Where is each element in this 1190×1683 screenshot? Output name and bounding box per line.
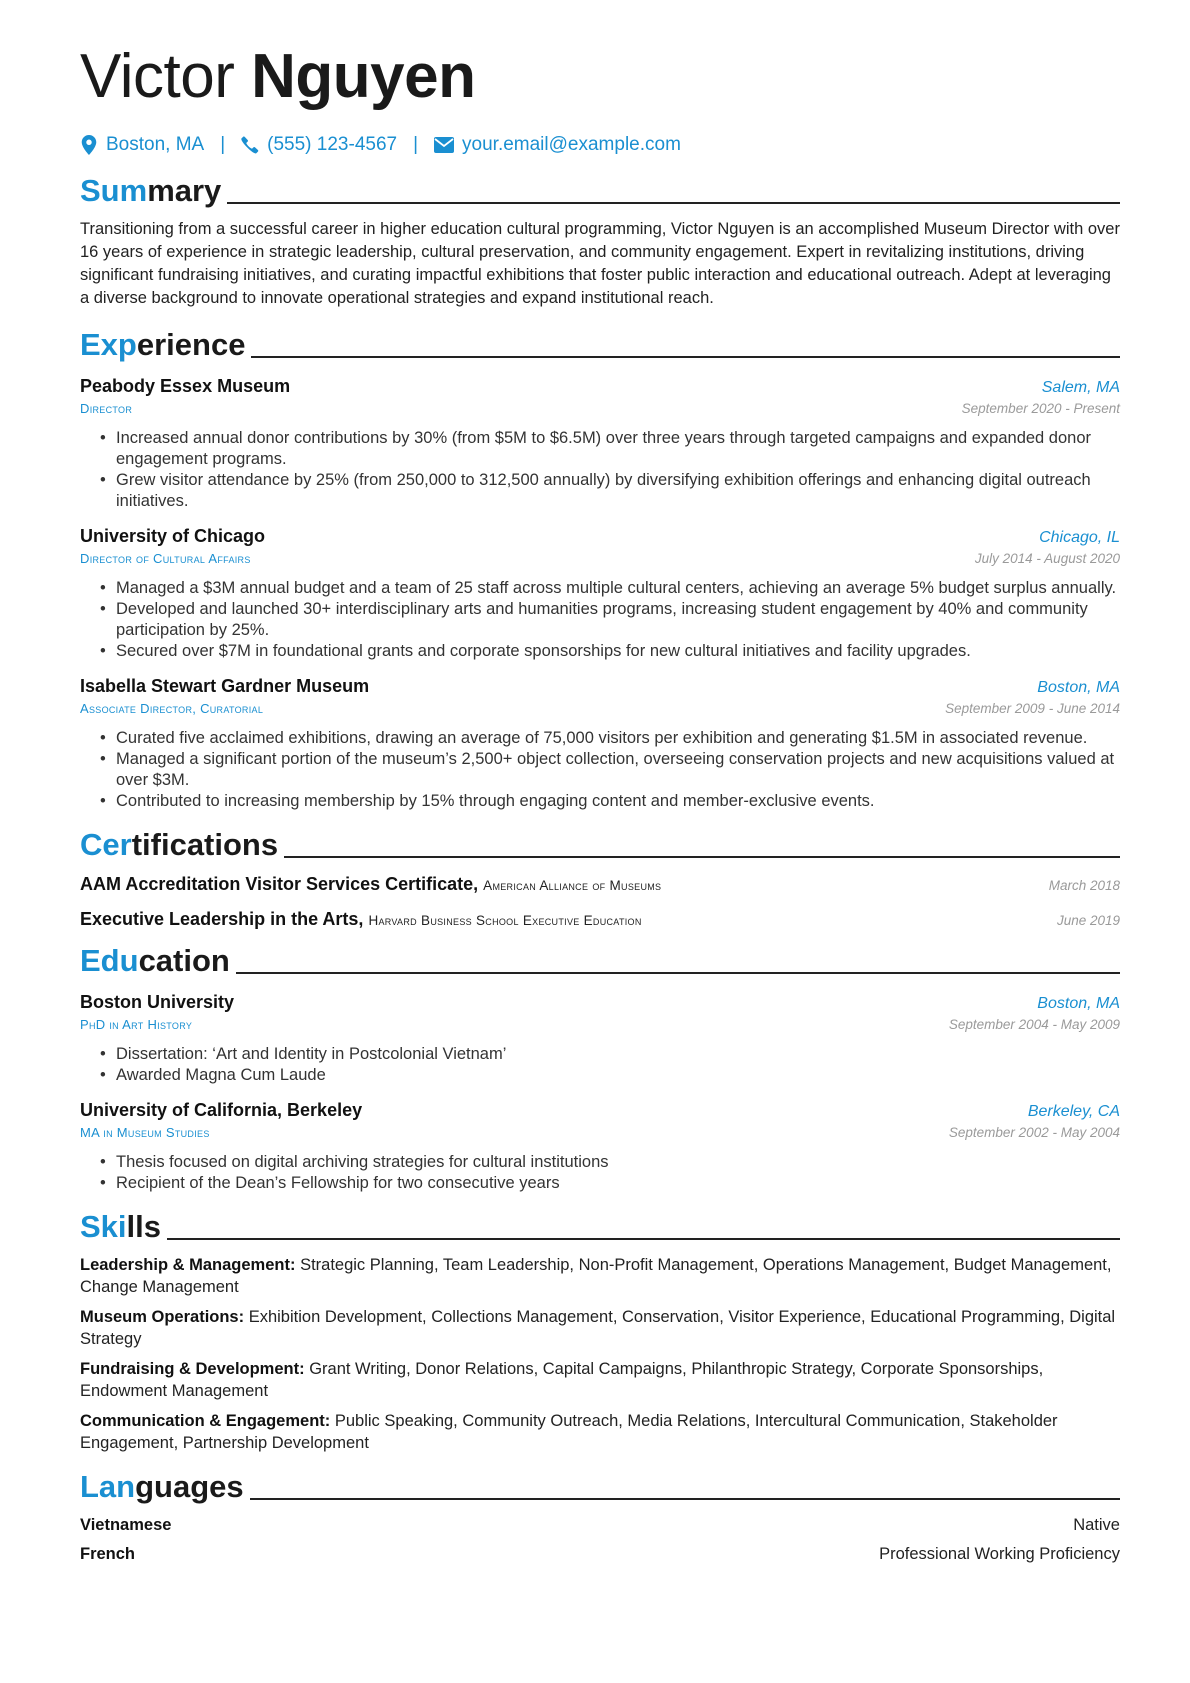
- skill-category: Museum Operations:: [80, 1308, 245, 1326]
- summary-text: Transitioning from a successful career in higher education cultural programming, Victor Nguyen is an accomplished Museum Director with over 16 years of experience in strategic leadership, cultural preservation, and community engagement. Expert in revitalizing institutions, driving significant fundraising initiatives, and curating impactful exhibitions that foster public interaction and educational outreach. Adept at leveraging a diverse background to innovate operational strategies and expand institutional reach.: [80, 220, 1120, 307]
- education-detail-list: [80, 1044, 1120, 1086]
- skill-group: [80, 1410, 1120, 1454]
- job-dates: September 2020 - Present: [961, 401, 1120, 416]
- section-rule: [236, 972, 1120, 974]
- section-rule: [251, 356, 1120, 358]
- contact-separator: |: [220, 134, 226, 155]
- resume-page: [80, 40, 1120, 1564]
- contact-phone: [241, 134, 397, 156]
- experience-heading: [80, 324, 1120, 362]
- education-dates: September 2004 - May 2009: [948, 1017, 1120, 1032]
- candidate-name: [80, 40, 1120, 114]
- map-marker-icon: [80, 135, 98, 155]
- heading-rest: erience: [136, 327, 246, 362]
- language-row: [80, 1545, 1120, 1564]
- skill-items: Strategic Planning, Team Leadership, Non-Profit Management, Operations Management, Budget Management, Change Management: [80, 1256, 1112, 1296]
- education-entry: [80, 992, 1120, 1086]
- certification-issuer: Harvard Business School Executive Education: [368, 913, 642, 928]
- job-title: Director: [80, 401, 133, 416]
- phone-icon: [241, 135, 259, 155]
- skill-items: Exhibition Development, Collections Management, Conservation, Visitor Experience, Educational Programming, Digital Strategy: [80, 1308, 1116, 1348]
- job-location: Salem, MA: [1041, 379, 1120, 396]
- education-dates: September 2002 - May 2004: [948, 1125, 1120, 1140]
- heading-rest: cation: [138, 943, 230, 978]
- skill-category: Communication & Engagement:: [80, 1412, 331, 1430]
- job-dates: July 2014 - August 2020: [974, 551, 1120, 566]
- job-dates: September 2009 - June 2014: [945, 701, 1120, 716]
- last-name: Nguyen: [251, 42, 476, 111]
- job-location: Boston, MA: [1037, 679, 1120, 696]
- achievement-list: [80, 578, 1120, 662]
- skill-group: [80, 1306, 1120, 1350]
- achievement-list: [80, 428, 1120, 512]
- certification-date: March 2018: [1048, 878, 1120, 893]
- degree: PhD in Art History: [80, 1017, 193, 1032]
- heading-rest: guages: [135, 1469, 244, 1504]
- achievement-item: • Developed and launched 30+ interdisciplinary arts and humanities programs, increasing student engagement by 40% and community participation by 25%.: [116, 599, 1120, 641]
- language-name: French: [80, 1545, 136, 1563]
- school-location: Boston, MA: [1037, 995, 1120, 1012]
- skills-heading: [80, 1206, 1120, 1244]
- education-detail: • Thesis focused on digital archiving strategies for cultural institutions: [116, 1152, 1120, 1173]
- achievement-item: • Increased annual donor contributions by 30% (from $5M to $6.5M) over three years through targeted campaigns and expanded donor engagement programs.: [116, 428, 1120, 470]
- skill-category: Fundraising & Development:: [80, 1360, 305, 1378]
- certification-name: AAM Accreditation Visitor Services Certificate: [80, 874, 474, 894]
- language-level: Professional Working Proficiency: [879, 1545, 1120, 1563]
- achievement-item: • Grew visitor attendance by 25% (from 250,000 to 312,500 annually) by diversifying exhibition offerings and enhancing digital outreach initiatives.: [116, 470, 1120, 512]
- location-text: Boston, MA: [106, 134, 205, 155]
- achievement-item: • Managed a $3M annual budget and a team of 25 staff across multiple cultural centers, achieving an average 5% budget surplus annually.: [116, 578, 1120, 599]
- achievement-list: [80, 728, 1120, 812]
- envelope-icon: [434, 137, 454, 153]
- skill-group: [80, 1358, 1120, 1402]
- certification-name: Executive Leadership in the Arts: [80, 909, 359, 929]
- section-rule: [227, 202, 1120, 204]
- employer-name: Isabella Stewart Gardner Museum: [80, 676, 370, 696]
- education-detail: • Dissertation: ‘Art and Identity in Postcolonial Vietnam’: [116, 1044, 1120, 1065]
- language-row: [80, 1516, 1120, 1535]
- certification-issuer: American Alliance of Museums: [483, 878, 662, 893]
- job-title: Director of Cultural Affairs: [80, 551, 251, 566]
- job-location: Chicago, IL: [1039, 529, 1120, 546]
- first-name: Victor: [80, 42, 235, 111]
- contact-bar: [80, 134, 1120, 156]
- skill-items: Public Speaking, Community Outreach, Media Relations, Intercultural Communication, Stakeholder Engagement, Partnership Development: [80, 1412, 1058, 1452]
- certification-entry: Executive Leadership in the Arts, Harvard Business School Executive Education June 2019: [80, 909, 1120, 929]
- school-name: University of California, Berkeley: [80, 1100, 363, 1120]
- heading-accent: Cer: [80, 827, 132, 862]
- language-name: Vietnamese: [80, 1516, 172, 1534]
- degree: MA in Museum Studies: [80, 1125, 210, 1140]
- certifications-heading: [80, 824, 1120, 862]
- heading-rest: mary: [147, 173, 222, 208]
- section-rule: [167, 1238, 1120, 1240]
- summary-heading: [80, 170, 1120, 208]
- job-title: Associate Director, Curatorial: [80, 701, 264, 716]
- skill-items: Grant Writing, Donor Relations, Capital Campaigns, Philanthropic Strategy, Corporate Sponsorships, Endowment Management: [80, 1360, 1044, 1400]
- email-link[interactable]: your.email@example.com: [462, 134, 681, 155]
- experience-entry: [80, 676, 1120, 812]
- education-detail: • Awarded Magna Cum Laude: [116, 1065, 1120, 1086]
- heading-rest: lls: [126, 1209, 161, 1244]
- experience-entry: [80, 526, 1120, 662]
- employer-name: University of Chicago: [80, 526, 266, 546]
- education-heading: [80, 940, 1120, 978]
- heading-rest: tifications: [131, 827, 279, 862]
- phone-text[interactable]: (555) 123-4567: [267, 134, 398, 155]
- languages-heading: [80, 1466, 1120, 1504]
- employer-name: Peabody Essex Museum: [80, 376, 291, 396]
- skill-group: [80, 1254, 1120, 1298]
- certification-date: June 2019: [1056, 913, 1120, 928]
- contact-separator: |: [413, 134, 419, 155]
- section-rule: [250, 1498, 1120, 1500]
- education-entry: [80, 1100, 1120, 1194]
- language-level: Native: [1073, 1516, 1120, 1534]
- experience-entry: [80, 376, 1120, 512]
- achievement-item: • Contributed to increasing membership by 15% through engaging content and member-exclusive events.: [116, 791, 1120, 812]
- achievement-item: • Managed a significant portion of the museum’s 2,500+ object collection, overseeing conservation projects and new acquisitions valued at over $3M.: [116, 749, 1120, 791]
- heading-accent: Ski: [80, 1209, 127, 1244]
- education-detail-list: [80, 1152, 1120, 1194]
- achievement-item: • Curated five acclaimed exhibitions, drawing an average of 75,000 visitors per exhibition and generating $1.5M in associated revenue.: [116, 728, 1120, 749]
- heading-accent: Lan: [80, 1469, 136, 1504]
- education-detail: • Recipient of the Dean’s Fellowship for two consecutive years: [116, 1173, 1120, 1194]
- school-location: Berkeley, CA: [1027, 1103, 1120, 1120]
- certification-entry: AAM Accreditation Visitor Services Certificate, American Alliance of Museums March 2018: [80, 874, 1120, 894]
- school-name: Boston University: [80, 992, 235, 1012]
- heading-accent: Exp: [80, 327, 137, 362]
- contact-email: [434, 134, 681, 156]
- skill-category: Leadership & Management:: [80, 1256, 296, 1274]
- section-rule: [284, 856, 1120, 858]
- heading-accent: Edu: [80, 943, 139, 978]
- heading-accent: Sum: [80, 173, 148, 208]
- achievement-item: • Secured over $7M in foundational grants and corporate sponsorships for new cultural initiatives and facility upgrades.: [116, 641, 1120, 662]
- contact-location: [80, 134, 204, 156]
